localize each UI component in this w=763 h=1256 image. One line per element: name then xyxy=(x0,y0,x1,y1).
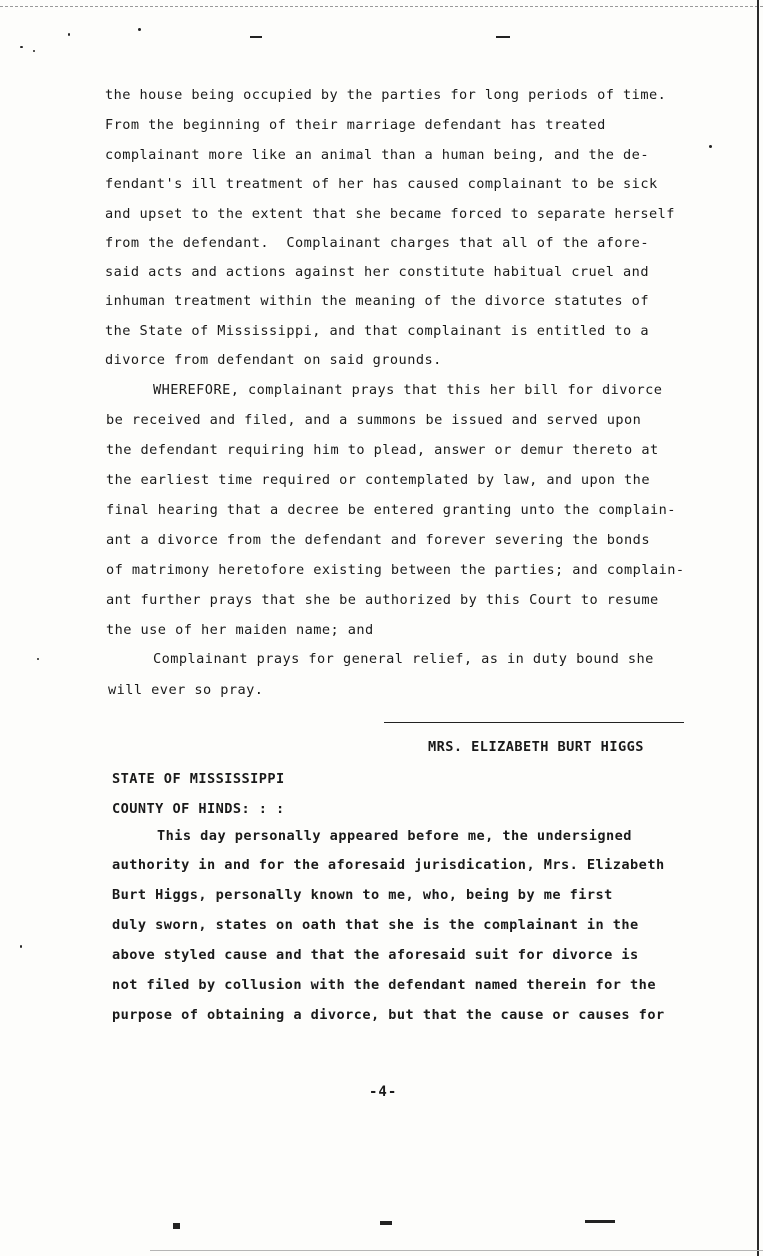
body-line: ant a divorce from the defendant and forever severing the bonds xyxy=(106,532,650,548)
page-number: -4- xyxy=(369,1084,398,1100)
signature-line xyxy=(384,722,684,723)
body-line: said acts and actions against her constitute habitual cruel and xyxy=(105,264,649,280)
body-line: the State of Mississippi, and that complainant is entitled to a xyxy=(105,323,649,339)
scan-speck xyxy=(68,33,70,36)
body-line: complainant more like an animal than a human being, and the de- xyxy=(105,147,649,163)
body-line: divorce from defendant on said grounds. xyxy=(105,352,442,368)
scan-mark xyxy=(173,1223,180,1229)
body-line: Complainant prays for general relief, as in duty bound she xyxy=(153,651,654,667)
body-line: be received and filed, and a summons be issued and served upon xyxy=(106,412,642,428)
body-line: the house being occupied by the parties for long periods of time. xyxy=(105,87,667,103)
venue-county: COUNTY OF HINDS: : : xyxy=(112,801,285,817)
body-line: WHEREFORE, complainant prays that this her bill for divorce xyxy=(153,382,663,398)
scan-speck xyxy=(37,658,39,660)
body-line: the defendant requiring him to plead, answer or demur thereto at xyxy=(106,442,659,458)
affidavit-line: not filed by collusion with the defendant named therein for the xyxy=(112,977,656,993)
scan-speck xyxy=(709,145,712,148)
affidavit-line: authority in and for the aforesaid jurisdication, Mrs. Elizabeth xyxy=(112,857,665,873)
scan-mark xyxy=(585,1220,615,1223)
body-line: of matrimony heretofore existing between the parties; and complain- xyxy=(106,562,685,578)
scan-mark xyxy=(496,36,510,38)
scan-speck xyxy=(33,50,35,52)
body-line: final hearing that a decree be entered granting unto the complain- xyxy=(106,502,676,518)
scan-speck xyxy=(20,945,22,948)
signature-name: MRS. ELIZABETH BURT HIGGS xyxy=(428,739,644,755)
affidavit-line: duly sworn, states on oath that she is the complainant in the xyxy=(112,917,639,933)
affidavit-line: Burt Higgs, personally known to me, who, being by me first xyxy=(112,887,613,903)
bottom-border xyxy=(150,1250,763,1251)
body-line: ant further prays that she be authorized by this Court to resume xyxy=(106,592,659,608)
venue-state: STATE OF MISSISSIPPI xyxy=(112,771,285,787)
body-line: fendant's ill treatment of her has caused complainant to be sick xyxy=(105,176,658,192)
scan-mark xyxy=(380,1221,392,1225)
body-line: the earliest time required or contemplated by law, and upon the xyxy=(106,472,650,488)
body-line: From the beginning of their marriage defendant has treated xyxy=(105,117,606,133)
scan-mark xyxy=(250,36,262,38)
scan-speck xyxy=(138,28,141,31)
body-line: will ever so pray. xyxy=(108,682,264,698)
scan-speck xyxy=(20,46,23,48)
affidavit-line: above styled cause and that the aforesaid suit for divorce is xyxy=(112,947,639,963)
page-edge xyxy=(757,0,759,1256)
body-line: the use of her maiden name; and xyxy=(106,622,374,638)
body-line: inhuman treatment within the meaning of the divorce statutes of xyxy=(105,293,649,309)
body-line: from the defendant. Complainant charges that all of the afore- xyxy=(105,235,649,251)
top-border xyxy=(0,6,763,7)
affidavit-line: This day personally appeared before me, the undersigned xyxy=(157,828,632,844)
body-line: and upset to the extent that she became forced to separate herself xyxy=(105,206,675,222)
affidavit-line: purpose of obtaining a divorce, but that the cause or causes for xyxy=(112,1007,665,1023)
